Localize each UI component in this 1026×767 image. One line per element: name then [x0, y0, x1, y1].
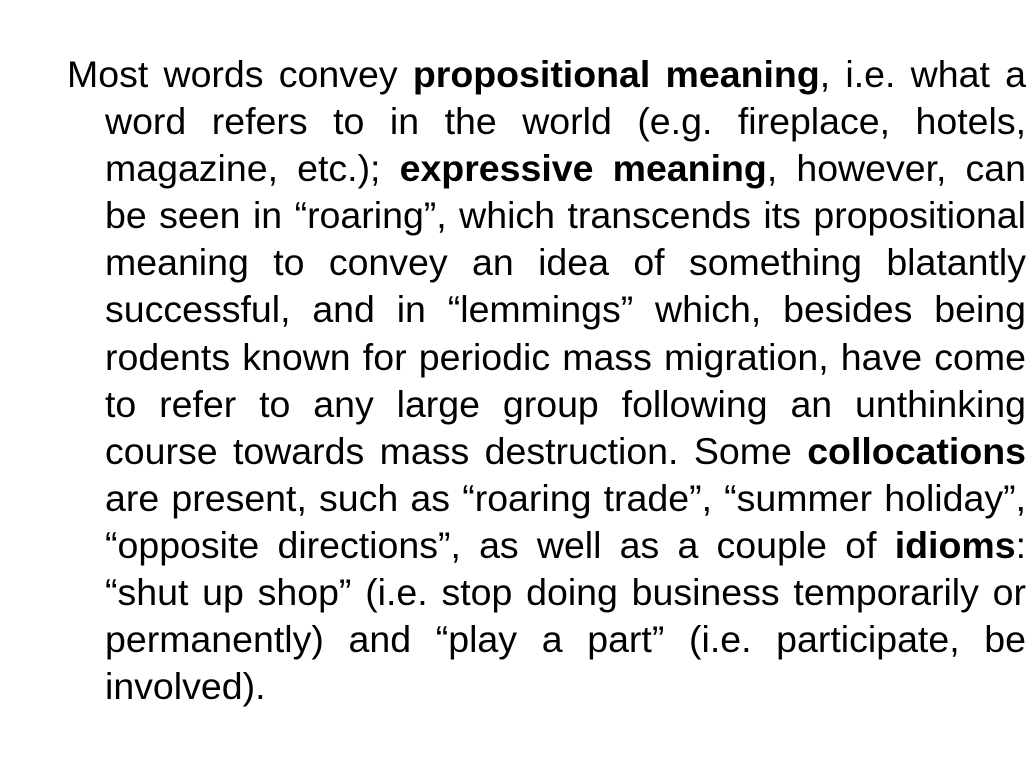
term-collocations: collocations — [807, 429, 1026, 472]
text-run: : “shut up shop” (i.e. stop doing business temporarily or permanently) and “play a part” (i.e. participate, be involved). — [105, 523, 1026, 708]
text-run: Most words convey — [67, 53, 413, 95]
text-run: , i.e. what a word refers to in the world (e.g. fireplace, hotels, magazine, etc.); — [105, 53, 1026, 190]
body-paragraph — [67, 51, 1026, 710]
term-idioms: idioms — [894, 523, 1016, 566]
term-expressive-meaning: expressive meaning — [399, 147, 767, 190]
term-propositional-meaning: propositional meaning — [412, 53, 820, 95]
text-run: , however, can be seen in “roaring”, which transcends its propositional meaning to convey an idea of something blatantly successful, and in “lemmings” which, besides being rodents known for periodic mass migration, have come to refer to any large group following an unthinking course towards mass destruction. Some — [105, 147, 1026, 472]
text-run: are present, such as “roaring trade”, “summer holiday”, “opposite directions”, as well as a couple of — [105, 476, 1026, 566]
